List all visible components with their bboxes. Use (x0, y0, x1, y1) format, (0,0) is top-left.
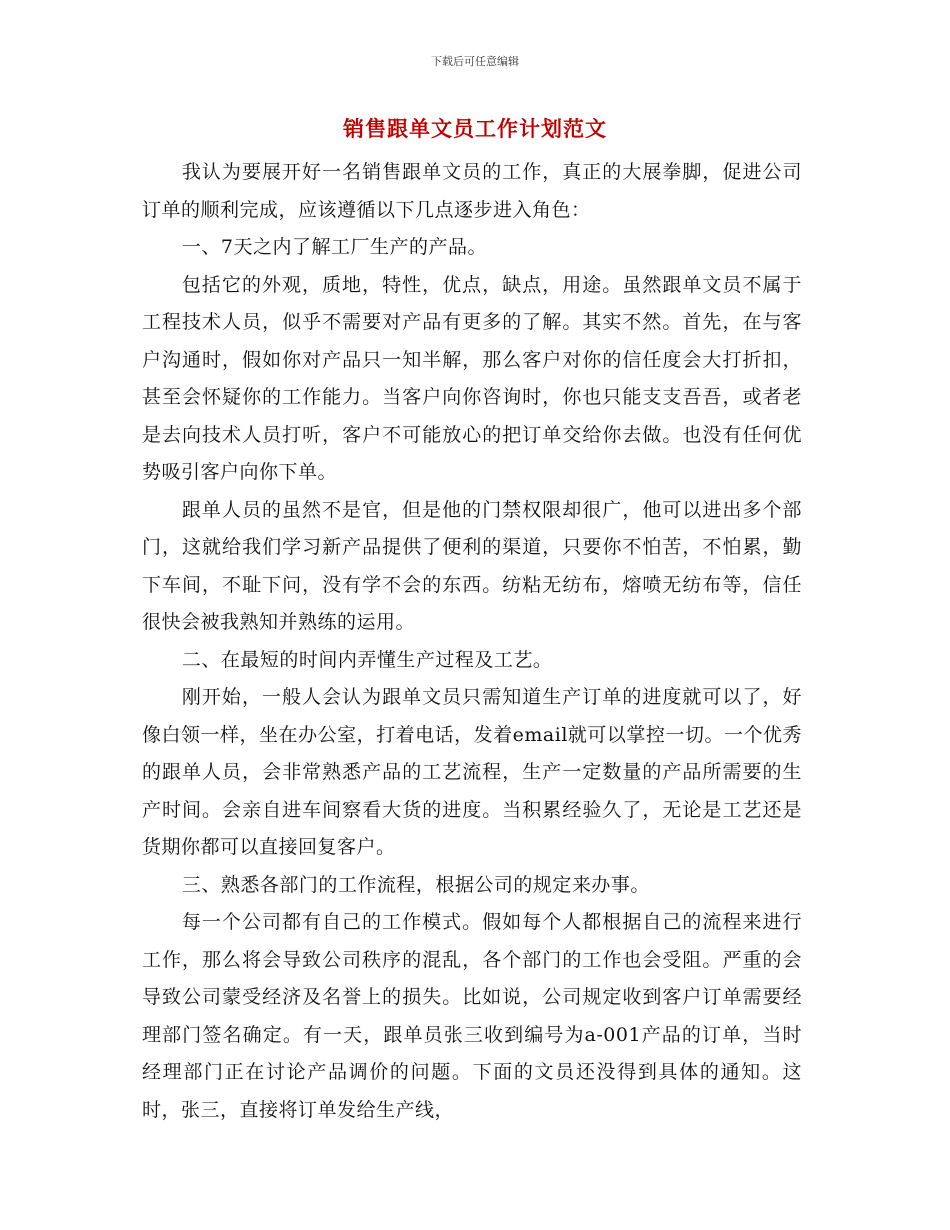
heading-section-2: 二、在最短的时间内弄懂生产过程及工艺。 (181, 648, 553, 671)
paragraph-section-1-b: 跟单人员的虽然不是官，但是他的门禁权限却很广，他可以进出多个部门，这就给我们学习新产品提供了便利的渠道，只要你不怕苦，不怕累，勤下车间，不耻下问，没有学不会的东西。纺粘无纺布，熔喷无纺布等，信任很快会被我熟知并熟练的运用。 (142, 498, 802, 633)
header-note: 下载后可任意编辑 (431, 55, 519, 68)
document-body (142, 154, 802, 1129)
paragraph-section-1-a: 包括它的外观，质地，特性，优点，缺点，用途。虽然跟单文员不属于工程技术人员，似乎不需要对产品有更多的了解。其实不然。首先，在与客户沟通时，假如你对产品只一知半解，那么客户对你的信任度会大打折扣，甚至会怀疑你的工作能力。当客户向你咨询时，你也只能支支吾吾，或者老是去向技术人员打听，客户不可能放心的把订单交给你去做。也没有任何优势吸引客户向你下单。 (142, 273, 802, 483)
paragraph-intro: 我认为要展开好一名销售跟单文员的工作，真正的大展拳脚，促进公司订单的顺利完成，应该遵循以下几点逐步进入角色： (142, 161, 802, 221)
paragraph-section-3: 每一个公司都有自己的工作模式。假如每个人都根据自己的流程来进行工作，那么将会导致公司秩序的混乱，各个部门的工作也会受阻。严重的会导致公司蒙受经济及名誉上的损失。比如说，公司规定收到客户订单需要经理部门签名确定。有一天，跟单员张三收到编号为a-001产品的订单，当时经理部门正在讨论产品调价的问题。下面的文员还没得到具体的通知。这时，张三，直接将订单发给生产线， (142, 911, 802, 1121)
paragraph-section-2: 刚开始，一般人会认为跟单文员只需知道生产订单的进度就可以了，好像白领一样，坐在办公室，打着电话，发着email就可以掌控一切。一个优秀的跟单人员，会非常熟悉产品的工艺流程，生产一定数量的产品所需要的生产时间。会亲自进车间察看大货的进度。当积累经验久了，无论是工艺还是货期你都可以直接回复客户。 (142, 686, 802, 858)
document-title: 销售跟单文员工作计划范文 (343, 117, 607, 141)
heading-section-1: 一、7天之内了解工厂生产的产品。 (181, 236, 487, 258)
heading-section-3: 三、熟悉各部门的工作流程，根据公司的规定来办事。 (181, 873, 650, 896)
